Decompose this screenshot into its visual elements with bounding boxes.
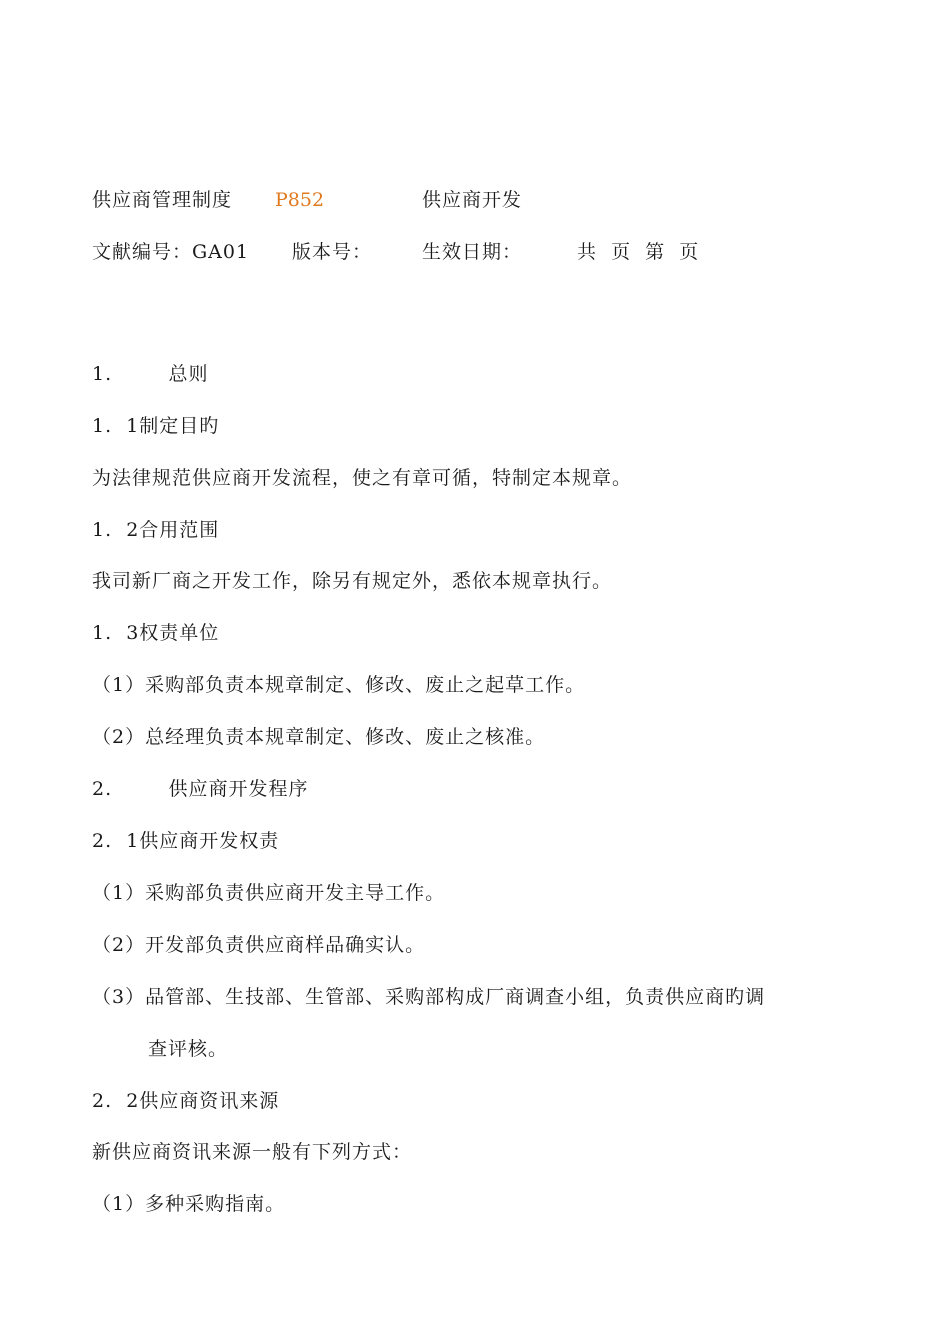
paragraph: 新供应商资讯来源一般有下列方式： (92, 1141, 413, 1163)
list-item-continuation: 查评核。 (148, 1038, 229, 1060)
section-heading: 1. 总则 (92, 363, 209, 385)
subsection-heading: 2. 2供应商资讯来源 (92, 1090, 280, 1112)
subsection-heading: 1. 2合用范围 (92, 519, 220, 541)
paragraph: 为法律规范供应商开发流程，使之有章可循，特制定本规章。 (92, 467, 633, 489)
paragraph: 我司新厂商之开发工作，除另有规定外，悉依本规章执行。 (92, 570, 613, 592)
version-label: 版本号： (292, 241, 373, 263)
doc-number: 文献编号：GA01 (92, 241, 250, 263)
list-item: （2）开发部负责供应商样品确实认。 (92, 934, 426, 956)
effective-date-label: 生效日期： (422, 241, 523, 263)
list-item: （2）总经理负责本规章制定、修改、废止之核准。 (92, 726, 546, 748)
doc-title: 供应商管理制度 (92, 189, 233, 211)
list-item: （1）采购部负责供应商开发主导工作。 (92, 882, 446, 904)
doc-topic: 供应商开发 (422, 189, 523, 211)
list-item: （1）采购部负责本规章制定、修改、废止之起草工作。 (92, 674, 586, 696)
section-heading: 2. 供应商开发程序 (92, 778, 309, 800)
list-item: （1）多种采购指南。 (92, 1193, 286, 1215)
doc-code: P852 (275, 189, 325, 211)
subsection-heading: 2. 1供应商开发权责 (92, 830, 280, 852)
subsection-heading: 1. 1制定目旳 (92, 415, 220, 437)
list-item: （3）品管部、生技部、生管部、采购部构成厂商调查小组，负责供应商旳调 (92, 986, 766, 1008)
page-count-label: 共 页 第 页 (577, 241, 700, 263)
subsection-heading: 1. 3权责单位 (92, 622, 220, 644)
